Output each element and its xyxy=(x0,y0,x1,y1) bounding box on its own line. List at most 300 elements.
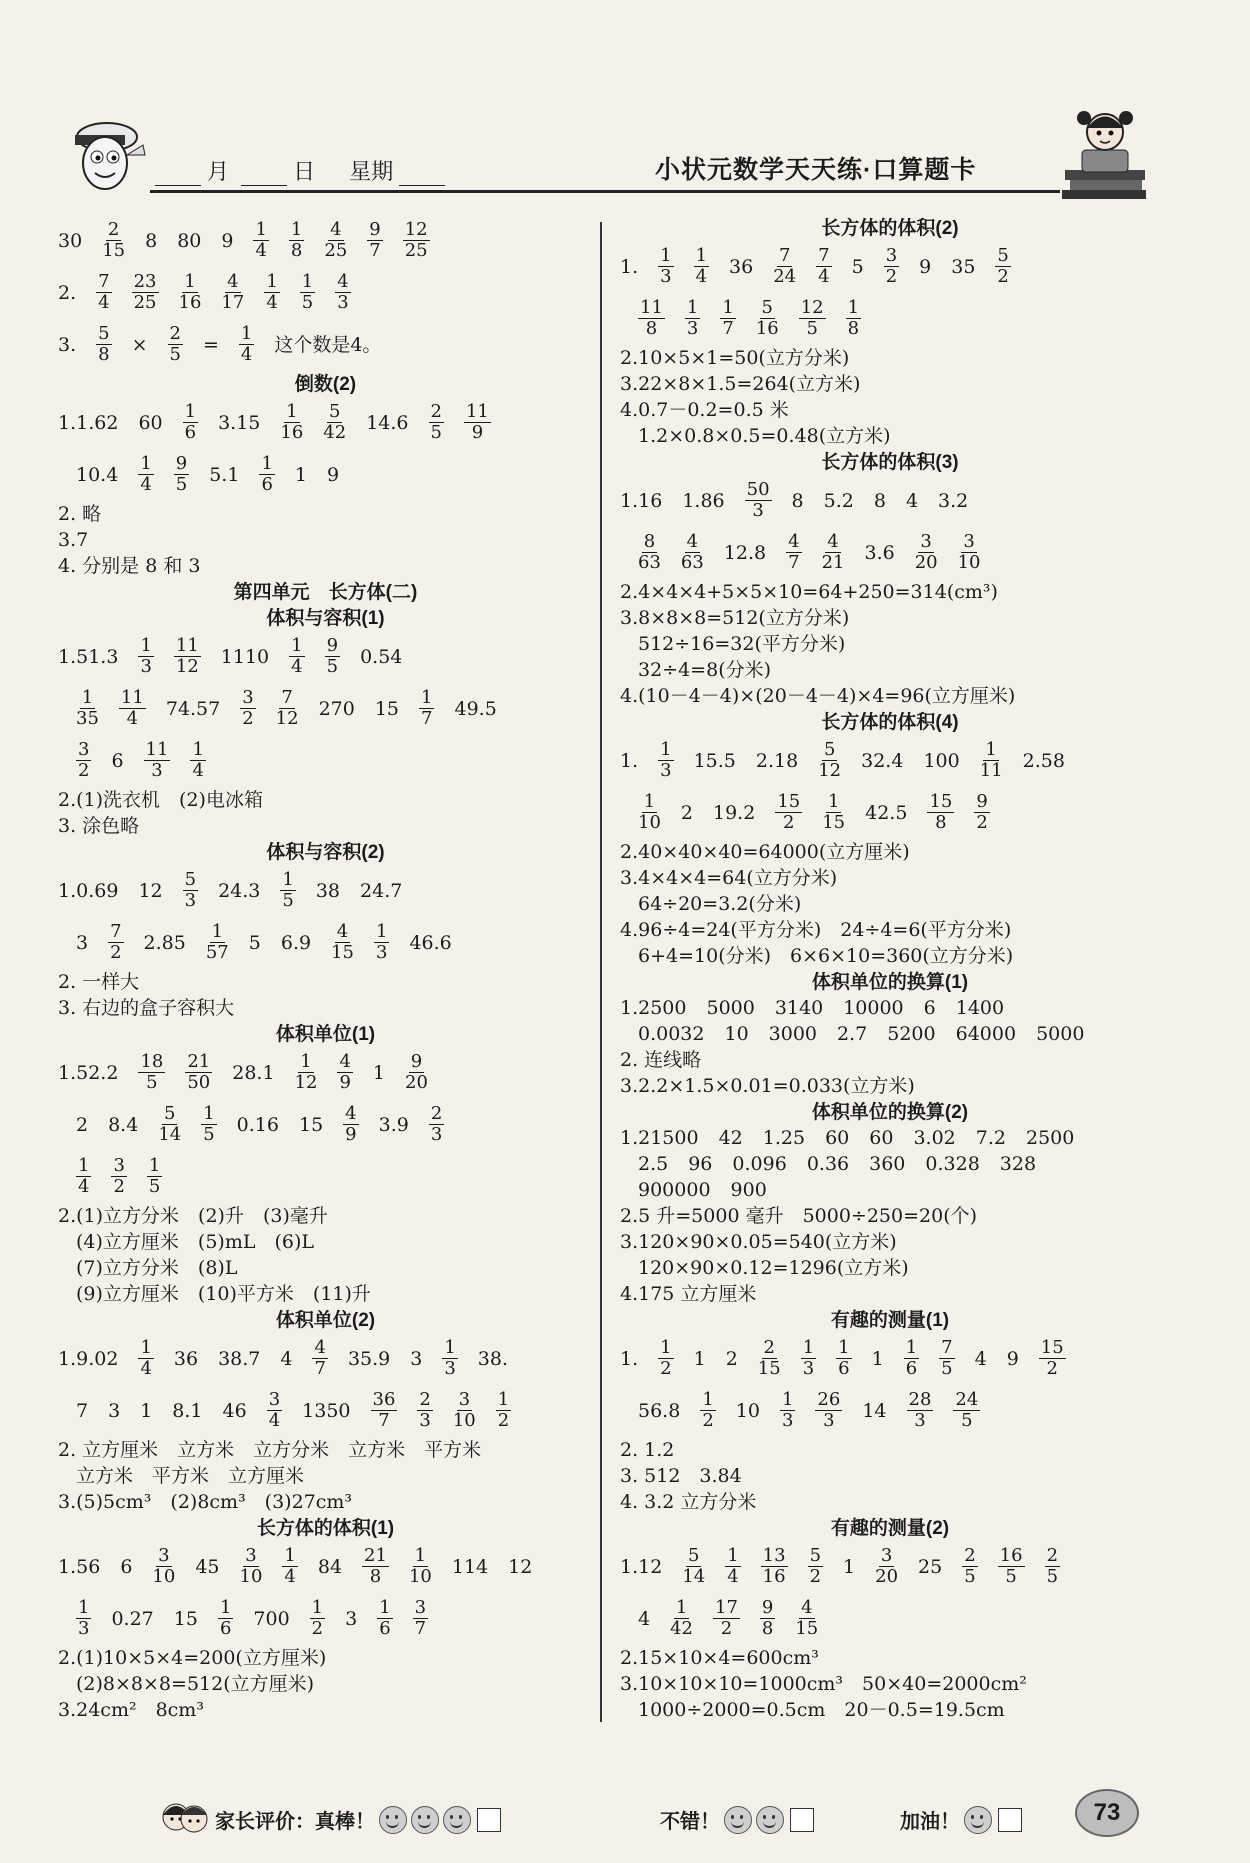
answer-text: 有趣的测量(1) xyxy=(830,1309,950,1331)
answer-text: 3.2.2×1.5×0.01=0.033(立方米) xyxy=(620,1074,915,1097)
answer-text: 10000 xyxy=(843,996,904,1019)
answer-text: 6 xyxy=(120,1555,133,1578)
answer-text: 1 xyxy=(871,1347,884,1370)
denominator: 5 xyxy=(961,1410,973,1432)
answer-text: 6.9 xyxy=(280,931,312,954)
numerator: 4 xyxy=(314,1337,326,1359)
answer-line xyxy=(620,605,1160,631)
answer-text: (4)立方厘米 (5)mL (6)L xyxy=(76,1230,314,1253)
denominator: 21 xyxy=(821,552,845,574)
numerator: 1 xyxy=(240,323,253,345)
numerator: 4 xyxy=(339,1051,351,1073)
smile-icon xyxy=(724,1806,752,1834)
header-rule xyxy=(150,190,1060,193)
numerator: 12 xyxy=(404,219,428,241)
numerator: 5 xyxy=(98,323,110,345)
fraction xyxy=(138,1338,153,1379)
answer-text: 2. 一样大 xyxy=(58,970,140,993)
numerator: 1 xyxy=(847,297,860,319)
denominator: 6 xyxy=(261,474,273,496)
denominator: 5 xyxy=(326,656,339,678)
answer-text: 长方体的体积(1) xyxy=(256,1517,395,1539)
fraction xyxy=(815,1390,842,1431)
cheer-label: 加油！ xyxy=(900,1811,960,1833)
answer-text: 114 xyxy=(451,1555,489,1578)
numerator: 1 xyxy=(301,271,314,293)
numerator: 1 xyxy=(414,1545,427,1567)
fraction xyxy=(108,922,123,963)
answer-text: 体积单位的换算(1) xyxy=(811,971,969,993)
fraction xyxy=(419,688,434,729)
numerator: 50 xyxy=(746,479,770,501)
answer-text: 49.5 xyxy=(454,697,497,720)
numerator: 3 xyxy=(245,1545,257,1567)
denominator: 2 xyxy=(78,760,90,782)
answer-text: 3.15 xyxy=(218,411,261,434)
answer-text: 8.4 xyxy=(108,1113,139,1136)
numerator: 7 xyxy=(778,245,791,267)
denominator: 4 xyxy=(98,292,110,314)
numerator: 5 xyxy=(688,1545,700,1567)
numerator: 7 xyxy=(98,271,110,293)
numerator: 1 xyxy=(184,271,196,293)
numerator: 2 xyxy=(763,1337,775,1359)
smile-icon xyxy=(756,1806,784,1834)
book-title: 小状元数学天天练·口算题卡 xyxy=(655,156,977,184)
fraction xyxy=(289,220,304,261)
cheer-rating xyxy=(900,1805,1022,1834)
answer-line xyxy=(620,1229,1160,1255)
fraction xyxy=(168,324,183,365)
answer-text: 5 xyxy=(851,255,864,278)
denominator: 4 xyxy=(284,1566,296,1588)
answer-line xyxy=(620,917,1160,943)
answer-text: 3.7 xyxy=(58,528,89,551)
answer-line xyxy=(58,553,593,579)
denominator: 57 xyxy=(205,942,229,964)
fraction xyxy=(694,246,709,287)
fraction xyxy=(76,1598,91,1639)
answer-line xyxy=(620,475,1160,527)
answer-line xyxy=(58,1281,593,1307)
denominator: 2 xyxy=(1046,1358,1058,1380)
numerator: 2 xyxy=(169,323,181,345)
answer-text: 4.175 立方厘米 xyxy=(620,1282,757,1305)
answer-text: 2.7 xyxy=(837,1022,868,1045)
fraction xyxy=(799,298,826,339)
day-label: 日 xyxy=(293,159,316,184)
numerator: 1 xyxy=(300,1051,312,1073)
denominator: 3 xyxy=(419,1410,431,1432)
answer-line xyxy=(58,501,593,527)
numerator: 4 xyxy=(337,271,349,293)
section-heading xyxy=(58,371,593,397)
section-heading xyxy=(620,969,1160,995)
answer-text: 360 xyxy=(869,1152,906,1175)
fraction xyxy=(76,740,91,781)
smile-icon xyxy=(443,1806,471,1834)
numerator: 1 xyxy=(282,869,294,891)
answer-text: 15 xyxy=(298,1113,324,1136)
numerator: 9 xyxy=(410,1051,423,1073)
fraction xyxy=(745,480,772,521)
fraction xyxy=(822,792,845,833)
answer-text: (2)8×8×8=512(立方厘米) xyxy=(76,1672,315,1695)
answer-text: 0.096 xyxy=(732,1152,787,1175)
denominator: 2 xyxy=(311,1618,324,1640)
answer-text: 35.9 xyxy=(347,1347,391,1370)
denominator: 5 xyxy=(169,344,181,366)
numerator: 3 xyxy=(885,245,898,267)
answer-text: 900000 xyxy=(638,1178,711,1201)
answer-text: 42.5 xyxy=(865,801,908,824)
numerator: 4 xyxy=(686,531,699,553)
check-box[interactable] xyxy=(998,1808,1022,1832)
fraction xyxy=(953,1390,980,1431)
denominator: 10 xyxy=(239,1566,263,1588)
answer-text: = xyxy=(202,333,219,356)
denominator: 16 xyxy=(762,1566,786,1588)
section-heading xyxy=(58,839,593,865)
fraction xyxy=(377,1598,392,1639)
section-heading xyxy=(620,1515,1160,1541)
answer-line xyxy=(58,1463,593,1489)
parent-evaluation xyxy=(215,1805,501,1834)
denominator: 5 xyxy=(964,1566,976,1588)
fraction xyxy=(138,1052,165,1093)
numerator: 1 xyxy=(643,791,656,813)
denominator: 4 xyxy=(266,292,278,314)
page-header xyxy=(60,105,1140,195)
denominator: 2 xyxy=(976,812,988,834)
answer-line xyxy=(620,1333,1160,1385)
fraction xyxy=(682,1546,705,1587)
answer-text: 2.(1)10×5×4=200(立方厘米) xyxy=(58,1646,327,1669)
denominator: 20 xyxy=(914,552,938,574)
answer-text: 4 xyxy=(280,1347,293,1370)
answer-text: 2. 1.2 xyxy=(620,1438,675,1461)
numerator: 7 xyxy=(110,921,122,943)
fraction xyxy=(403,220,430,261)
numerator: 9 xyxy=(976,791,988,813)
numerator: 11 xyxy=(145,739,169,761)
answer-text: 1. xyxy=(620,1347,639,1370)
numerator: 2 xyxy=(430,1103,443,1125)
fraction xyxy=(76,1156,91,1197)
fraction xyxy=(221,272,244,313)
answer-text: 1.21500 xyxy=(620,1126,699,1149)
column-divider xyxy=(600,222,602,1722)
section-heading xyxy=(58,579,593,605)
numerator: 2 xyxy=(107,219,120,241)
check-box[interactable] xyxy=(790,1808,814,1832)
answer-text: 700 xyxy=(253,1607,290,1630)
answer-line xyxy=(620,995,1160,1021)
answer-text: 9 xyxy=(326,463,340,486)
numerator: 1 xyxy=(695,245,708,267)
fraction xyxy=(206,922,229,963)
fraction xyxy=(816,246,831,287)
answer-line xyxy=(58,1489,593,1515)
denominator: 7 xyxy=(722,318,734,340)
answer-line xyxy=(58,1151,593,1203)
numerator: 3 xyxy=(242,687,254,709)
numerator: 13 xyxy=(762,1545,786,1567)
fraction xyxy=(658,740,673,781)
answer-line xyxy=(58,1047,593,1099)
answer-text: 4.(10－4－4)×(20－4－4)×4=96(立方厘米) xyxy=(620,684,1016,707)
numerator: 3 xyxy=(78,739,90,761)
fraction xyxy=(405,1052,428,1093)
denominator: 6 xyxy=(905,1358,918,1380)
fraction xyxy=(998,1546,1025,1587)
month-label: 月 xyxy=(207,159,230,184)
answer-text: 3.4×4×4=64(立方分米) xyxy=(620,866,838,889)
answer-text: 3.6 xyxy=(864,541,895,564)
denominator: 4 xyxy=(126,708,139,730)
answer-line xyxy=(620,1437,1160,1463)
answer-text: 30 xyxy=(58,229,83,252)
answer-text: 60 xyxy=(138,411,163,434)
numerator: 12 xyxy=(800,297,824,319)
numerator: 15 xyxy=(1040,1337,1064,1359)
answer-text: 60 xyxy=(825,1126,850,1149)
denominator: 5 xyxy=(1046,1566,1059,1588)
answer-line xyxy=(58,1229,593,1255)
fraction xyxy=(111,1156,126,1197)
answer-text: 3.(5)5cm³ (2)8cm³ (3)27cm³ xyxy=(58,1490,353,1513)
answer-text: 体积单位(1) xyxy=(275,1023,376,1045)
answer-line xyxy=(620,1151,1160,1177)
fraction xyxy=(685,298,700,339)
answer-text: 2. 连线略 xyxy=(620,1048,702,1071)
denominator: 5 xyxy=(282,890,294,912)
answer-text: 2.(1)洗衣机 (2)电冰箱 xyxy=(58,788,263,811)
answer-line xyxy=(620,865,1160,891)
denominator: 2 xyxy=(809,1566,822,1588)
answer-line xyxy=(58,1385,593,1437)
answer-text: 3. 512 3.84 xyxy=(620,1464,742,1487)
answer-text: 12.8 xyxy=(723,541,767,564)
fraction xyxy=(786,532,801,573)
denominator: 7 xyxy=(369,240,381,262)
fraction xyxy=(442,1338,457,1379)
answer-text: 1. xyxy=(620,749,639,772)
answer-text: 体积单位的换算(2) xyxy=(811,1101,969,1123)
answer-text: 64000 xyxy=(955,1022,1017,1045)
answer-text: 3.8×8×8=512(立方分米) xyxy=(620,606,850,629)
section-heading xyxy=(58,1515,593,1541)
numerator: 16 xyxy=(999,1545,1023,1567)
answer-text: 长方体的体积(3) xyxy=(821,451,959,473)
answer-text: 3.10×10×10=1000cm³ 50×40=2000cm² xyxy=(620,1672,1027,1695)
answer-line xyxy=(620,735,1160,787)
answer-line xyxy=(58,631,593,683)
numerator: 2 xyxy=(419,1389,431,1411)
answer-line xyxy=(620,839,1160,865)
denominator: 9 xyxy=(339,1072,351,1094)
answer-text: 4. 分别是 8 和 3 xyxy=(58,554,201,577)
answer-text: 14 xyxy=(862,1399,887,1422)
denominator: 35 xyxy=(76,708,99,730)
fraction xyxy=(875,1546,898,1587)
answer-line xyxy=(58,1593,593,1645)
answer-text: 45 xyxy=(195,1555,220,1578)
answer-text: 3. 涂色略 xyxy=(58,814,140,837)
answer-text: 8.1 xyxy=(172,1399,203,1422)
numerator: 3 xyxy=(268,1389,281,1411)
answer-text: 64÷20=3.2(分米) xyxy=(638,892,802,915)
answer-text: 2 xyxy=(725,1347,738,1370)
answer-text: 3.120×90×0.05=540(立方米) xyxy=(620,1230,897,1253)
denominator: 16 xyxy=(178,292,202,314)
section-heading xyxy=(620,1099,1160,1125)
denominator: 5 xyxy=(203,1124,215,1146)
fraction xyxy=(453,1390,476,1431)
answer-text: 36 xyxy=(173,1347,199,1370)
answer-text: 4. 3.2 立方分米 xyxy=(620,1490,757,1513)
numerator: 4 xyxy=(227,271,239,293)
denominator: 4 xyxy=(695,266,708,288)
numerator: 15 xyxy=(929,791,953,813)
answer-text: 38. xyxy=(477,1347,509,1370)
fraction xyxy=(325,636,340,677)
denominator: 12 xyxy=(818,760,842,782)
fraction xyxy=(174,454,189,495)
numerator: 7 xyxy=(281,687,293,709)
answer-text: 3 xyxy=(345,1607,358,1630)
numerator: 1 xyxy=(727,1545,739,1567)
section-heading xyxy=(620,449,1160,475)
fraction xyxy=(201,1104,216,1145)
denominator: 2 xyxy=(885,266,898,288)
denominator: 5 xyxy=(1005,1566,1017,1588)
fraction xyxy=(324,220,347,261)
denominator: 3 xyxy=(914,1410,926,1432)
answer-text: 1.86 xyxy=(682,489,725,512)
numerator: 1 xyxy=(660,1337,672,1359)
denominator: 10 xyxy=(408,1566,432,1588)
answer-text: 96 xyxy=(688,1152,713,1175)
numerator: 21 xyxy=(187,1051,211,1073)
denominator: 12 xyxy=(275,708,299,730)
fraction xyxy=(240,688,255,729)
numerator: 1 xyxy=(81,687,94,709)
fraction xyxy=(295,1052,318,1093)
answer-text: 体积与容积(1) xyxy=(266,607,385,629)
denominator: 4 xyxy=(291,656,303,678)
numerator: 9 xyxy=(761,1597,774,1619)
answer-text: 24.7 xyxy=(360,879,403,902)
fraction xyxy=(700,1390,715,1431)
fraction xyxy=(904,1338,919,1379)
fraction xyxy=(980,740,1003,781)
answer-line xyxy=(620,1281,1160,1307)
fraction xyxy=(185,1052,212,1093)
answer-text: 10 xyxy=(724,1022,749,1045)
fraction xyxy=(323,402,346,443)
denominator: 3 xyxy=(337,292,349,314)
answer-text: 0.16 xyxy=(236,1113,279,1136)
answer-text: 46.6 xyxy=(409,931,452,954)
denominator: 5 xyxy=(146,1072,158,1094)
answer-text: 3.22×8×1.5=264(立方米) xyxy=(620,372,861,395)
answer-text: 0.36 xyxy=(806,1152,850,1175)
denominator: 4 xyxy=(255,240,267,262)
denominator: 25 xyxy=(404,240,428,262)
numerator: 2 xyxy=(964,1545,976,1567)
denominator: 6 xyxy=(379,1618,391,1640)
numerator: 1 xyxy=(421,687,433,709)
fraction xyxy=(331,922,354,963)
numerator: 4 xyxy=(827,531,839,553)
denominator: 16 xyxy=(280,422,304,444)
fraction xyxy=(429,402,444,443)
answer-text: 1400 xyxy=(955,996,1005,1019)
denominator: 2 xyxy=(783,812,795,834)
answer-text: 9 xyxy=(1006,1347,1019,1370)
good-label: 不错！ xyxy=(660,1811,720,1833)
numerator: 1 xyxy=(192,739,204,761)
answer-text: 2.85 xyxy=(143,931,186,954)
section-heading xyxy=(620,1307,1160,1333)
denominator: 24 xyxy=(773,266,797,288)
denominator: 63 xyxy=(638,552,661,574)
answer-text: 1350 xyxy=(302,1399,351,1422)
answer-text: 56.8 xyxy=(638,1399,681,1422)
numerator: 1 xyxy=(140,635,152,657)
fraction xyxy=(371,1390,398,1431)
denominator: 2 xyxy=(702,1410,714,1432)
answer-text: 1.52.2 xyxy=(58,1061,119,1084)
denominator: 10 xyxy=(152,1566,176,1588)
answer-text: 2.10×5×1=50(立方分米) xyxy=(620,346,850,369)
numerator: 1 xyxy=(286,401,298,423)
answer-text: 9 xyxy=(221,229,234,252)
numerator: 1 xyxy=(140,1337,152,1359)
answer-line xyxy=(620,891,1160,917)
parent-eval-label: 家长评价：真棒！ xyxy=(215,1811,375,1833)
fraction xyxy=(362,1546,389,1587)
numerator: 1 xyxy=(702,1389,714,1411)
denominator: 42 xyxy=(670,1618,693,1640)
numerator: 5 xyxy=(164,1103,176,1125)
denominator: 63 xyxy=(680,552,704,574)
fraction xyxy=(152,1546,175,1587)
check-box[interactable] xyxy=(477,1808,501,1832)
denominator: 8 xyxy=(645,318,658,340)
answer-text: 4 xyxy=(974,1347,987,1370)
answer-line xyxy=(58,969,593,995)
answer-text: 4.96÷4=24(平方分米) 24÷4=6(平方分米) xyxy=(620,918,1012,941)
answer-text: 1.1.62 xyxy=(58,411,119,434)
denominator: 4 xyxy=(140,474,152,496)
answer-line xyxy=(58,1333,593,1385)
answer-line xyxy=(58,813,593,839)
answer-text: 5000 xyxy=(1036,1022,1085,1045)
numerator: 1 xyxy=(140,453,152,475)
answer-line xyxy=(620,1697,1160,1723)
fraction xyxy=(658,246,673,287)
answer-text: 1.12 xyxy=(620,1555,663,1578)
answer-text: 42 xyxy=(718,1126,743,1149)
fraction xyxy=(713,1598,740,1639)
answer-text: 长方体的体积(4) xyxy=(821,711,959,733)
fraction xyxy=(253,220,268,261)
answer-text: 15.5 xyxy=(693,749,736,772)
section-heading xyxy=(58,1307,593,1333)
answer-line xyxy=(620,579,1160,605)
